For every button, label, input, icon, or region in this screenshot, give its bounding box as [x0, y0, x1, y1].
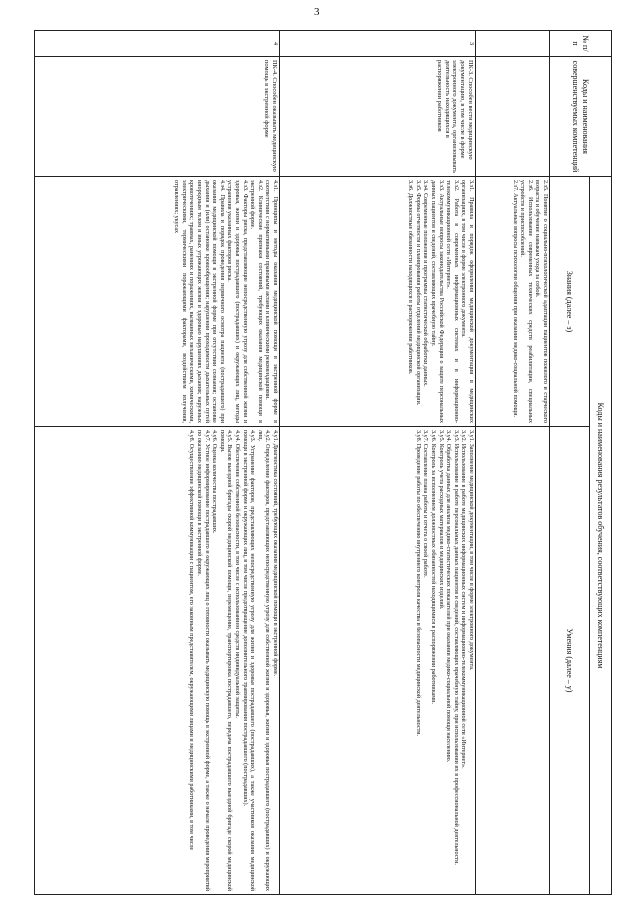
- rotated-table-container: [34, 30, 612, 894]
- row-competence: [476, 57, 550, 177]
- knowledge-item: 3.з6. Должностные обязанности находящихся в распоряжении работников.: [407, 180, 414, 375]
- knowledge-item: 4.з1. Принципы и методы оказания медицинской помощи в экстренной форме в соответствии с нормативными правовыми актами и клиническими рекомендациями.: [264, 180, 278, 423]
- row-num: 4: [35, 31, 280, 57]
- skill-item: 4.у7. Устное информирование пострадавшего и окружающих лиц о готовности оказывать медицинскую помощь в экстренной форме, а также о начале проведения мероприятий по оказанию медицинской помощи в экстренной форме.: [196, 430, 210, 892]
- skill-item: 3.у3. Использование в работе персональных данных пациентов и сведений, составляющих врачебную тайну, при использовании их в профессиональной деятельности.: [452, 430, 459, 865]
- row-knowledge: [280, 177, 476, 427]
- table-row: [280, 31, 476, 895]
- knowledge-item: 4.з2. Клинические признаки состояний, требующих оказания медицинской помощи в экстренной форме.: [249, 180, 263, 423]
- skill-item: 3.у8. Проведение работы по обеспечению внутреннего контроля качества и безопасности медицинской деятельности.: [414, 430, 421, 737]
- knowledge-item: 3.з4. Современные положения и программы статистической обработки данных.: [422, 180, 429, 387]
- skill-item: 3.у2. Использование в работе медицинских информационных систем и информационно-телекоммуникационной сети «Интернет».: [460, 430, 467, 769]
- skill-item: 4.у3. Устранение факторов, представляющих непосредственную угрозу для жизни и здоровья пострадавшего (пострадавших), а также участников оказания медицинской помощи в экстренной форме и окружающих лиц, в том числе предотвращение дополнительного травмирования пострадавшего (пострадавших).: [241, 430, 256, 892]
- skill-item: 3.у7. Составление плана работы и отчета о своей работе.: [422, 430, 429, 578]
- skill-item: 4.у2. Определение факторов, представляющих непосредственную угрозу для собственной жизни и здоровья, жизни и здоровья пострадавшего (пострадавших) и окружающих лиц.: [256, 430, 271, 892]
- knowledge-item: 3.з2. Работа в современных информационных системах и в информационно-телекоммуникационной сети «Интернет».: [445, 180, 459, 423]
- row-num: 3: [280, 31, 476, 57]
- knowledge-item: 2.з7. Актуальные вопросы психологии общения при оказании медико-социальной помощи.: [511, 180, 518, 418]
- table-row: [476, 31, 550, 895]
- knowledge-item: 2.з5. Понятие о социально-психологической адаптации пациентов пожилого и старческого возраста и обучение навыкам ухода за собой.: [534, 180, 548, 423]
- skill-item: 4.у4. Обеспечение собственной безопасности, в том числе с использованием средств индивидуальной защиты.: [234, 430, 241, 718]
- skill-item: 3.у1. Заполнение медицинской документации, в том числе в форме электронного документа.: [468, 430, 474, 671]
- skill-item: 4.у6. Оценка количества пострадавших.: [211, 430, 218, 534]
- knowledge-item: 3.з5. Формы отчетности и планирования работы отделений медицинской организации.: [414, 180, 421, 406]
- header-competence: Коды и наименования совершенствуемых компетенций: [550, 57, 612, 177]
- skill-item: 4.у8. Осуществление эффективной коммуникации с пациентом, его законным представителем, окружающими лицами и медицинскими работниками, в том числе: [188, 430, 195, 851]
- row-knowledge: [476, 177, 550, 427]
- skill-item: 3.у6. Контроль за исполнением должностных обязанностей находящимися в распоряжении работниками.: [430, 430, 437, 704]
- knowledge-item: 3.з3. Актуальные вопросы законодательства Российской Федерации о защите персональных данных пациентов и сведений, составляющих врачебную тайну.: [430, 180, 444, 423]
- header-num: № п/п: [550, 31, 612, 57]
- row-competence: ПК-4. Способен оказывать медицинскую помощь в экстренной форме: [35, 57, 280, 177]
- row-skills: [35, 427, 280, 895]
- skill-item: 4.у1. Диагностика состояний, требующих оказания медицинской помощи в экстренной форме.: [272, 430, 278, 677]
- row-skills: [476, 427, 550, 895]
- header-results: Коды и наименования результатов обучения, соответствующих компетенциям: [590, 177, 612, 895]
- knowledge-item: 4.з4. Правила и порядок проведения первичного осмотра пациента (пострадавшего) при оказании медицинской помощи в экстренной форме при отсутствии сознания; остановке дыхания и (или) остановке кровообращения; нарушении проходимости дыхательных путей инородным телом и иных угрожающих жизни и здоровью нарушениях дыхания; наружных кровотечениях; травмах, ранениях и поражениях, вызванных механическими, химическими, электрическими, термическими поражающими факторами, воздействием излучения, отравлениях; укусах: [173, 180, 225, 423]
- knowledge-item: 2.з6. Использование современных технических средств реабилитации, специальных устройств и приспособлений.: [519, 180, 533, 423]
- skill-item: 3.у4. Обработка данных для анализа медико-статистических показателей при оказании медико-социальной помощи населению.: [445, 430, 452, 763]
- table-row: [35, 31, 280, 895]
- row-competence: ПК-3. Способен вести медицинскую документацию, в том числе в форме электронного документа, организовывать деятельность находящихся в распоряжении работников: [280, 57, 476, 177]
- header-knowledge: Знания (далее – з): [550, 177, 590, 427]
- knowledge-item: 3.з1. Правила и порядок оформления медицинской документации в медицинских организациях, в том числе в форме электронного документа.: [460, 180, 474, 423]
- header-skills: Умения (далее – у): [550, 427, 590, 895]
- skill-item: 3.у5. Контроль учета расходных материалов и медицинских изделий.: [437, 430, 444, 610]
- competence-table: [34, 30, 612, 895]
- row-knowledge: [35, 177, 280, 427]
- skill-item: 4.у5. Вызов выездной бригады скорой медицинской помощи, перемещение, транспортировка пострадавшего, передача пострадавшего выездной бригаде скорой медицинской помощи.: [218, 430, 233, 892]
- knowledge-item: 4.з3. Факторы риска, представляющие непосредственную угрозу для собственной жизни и здоровья, жизни и здоровья пострадавшего (пострадавших) и окружающих лиц, методы устранения указанных факторов риска.: [226, 180, 248, 423]
- page-number: 3: [314, 6, 320, 18]
- row-skills: [280, 427, 476, 895]
- row-num: [476, 31, 550, 57]
